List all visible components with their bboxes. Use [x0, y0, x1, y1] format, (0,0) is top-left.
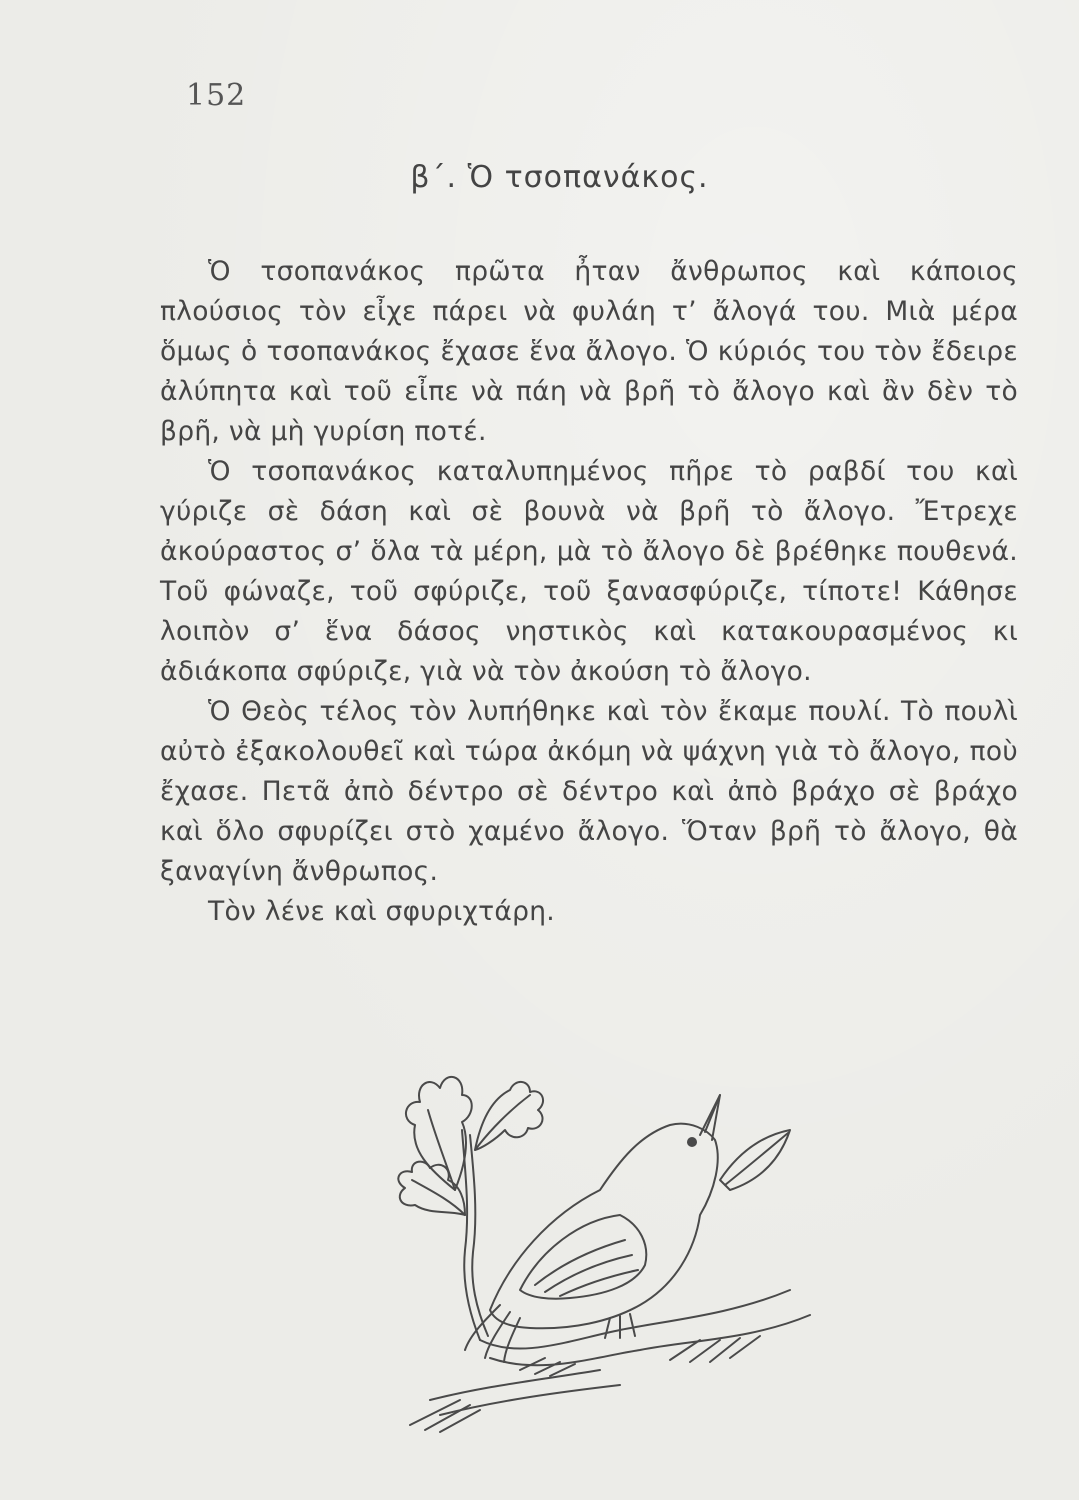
chapter-title: β΄. Ὁ τσοπανάκος.	[410, 160, 709, 195]
story-text	[160, 252, 1018, 932]
bird-illustration	[370, 1040, 840, 1440]
paragraph-1: Ὁ τσοπανάκος πρῶτα ἦταν ἄνθρωπος καὶ κάποιος πλούσιος τὸν εἶχε πάρει νὰ φυλάη τ’ ἄλογά του. Μιὰ μέρα ὅμως ὁ τσοπανάκος ἔχασε ἕνα ἄλογο. Ὁ κύριός του τὸν ἔδειρε ἀλύπητα καὶ τοῦ εἶπε νὰ πάη νὰ βρῆ τὸ ἄλογο καὶ ἂν δὲν τὸ βρῆ, νὰ μὴ γυρίση ποτέ.	[160, 256, 1018, 447]
paragraph-4: Τὸν λένε καὶ σφυριχτάρη.	[208, 896, 556, 927]
bird-eye	[688, 1138, 696, 1146]
bird-body	[490, 1124, 718, 1329]
bird-tail	[465, 1305, 520, 1362]
oak-leaf-icon	[475, 1082, 543, 1150]
page-number: 152	[186, 78, 247, 113]
paragraph-3: Ὁ Θεὸς τέλος τὸν λυπήθηκε καὶ τὸν ἔκαμε πουλί. Τὸ πουλὶ αὐτὸ ἐξακολουθεῖ καὶ τώρα ἀκόμη νὰ ψάχνη γιὰ τὸ ἄλογο, ποὺ ἔχασε. Πετᾶ ἀπὸ δέντρο σὲ δέντρο καὶ ἀπὸ βράχο σὲ βράχο καὶ ὅλο σφυρίζει στὸ χαμένο ἄλογο. Ὅταν βρῆ τὸ ἄλογο, θὰ ξαναγίνη ἄνθρωπος.	[160, 696, 1018, 887]
paragraph-2: Ὁ τσοπανάκος καταλυπημένος πῆρε τὸ ραβδί του καὶ γύριζε σὲ δάση καὶ σὲ βουνὰ νὰ βρῆ τὸ ἄλογο. Ἔτρεχε ἀκούραστος σ’ ὅλα τὰ μέρη, μὰ τὸ ἄλογο δὲ βρέθηκε πουθενά. Τοῦ φώναζε, τοῦ σφύριζε, τοῦ ξανασφύριζε, τίποτε! Κάθησε λοιπὸν σ’ ἕνα δάσος νηστικὸς καὶ κατακουρασμένος κι ἀδιάκοπα σφύριζε, γιὰ νὰ τὸν ἀκούση τὸ ἄλογο.	[160, 456, 1018, 687]
bird-on-branch-drawing	[370, 1040, 840, 1440]
